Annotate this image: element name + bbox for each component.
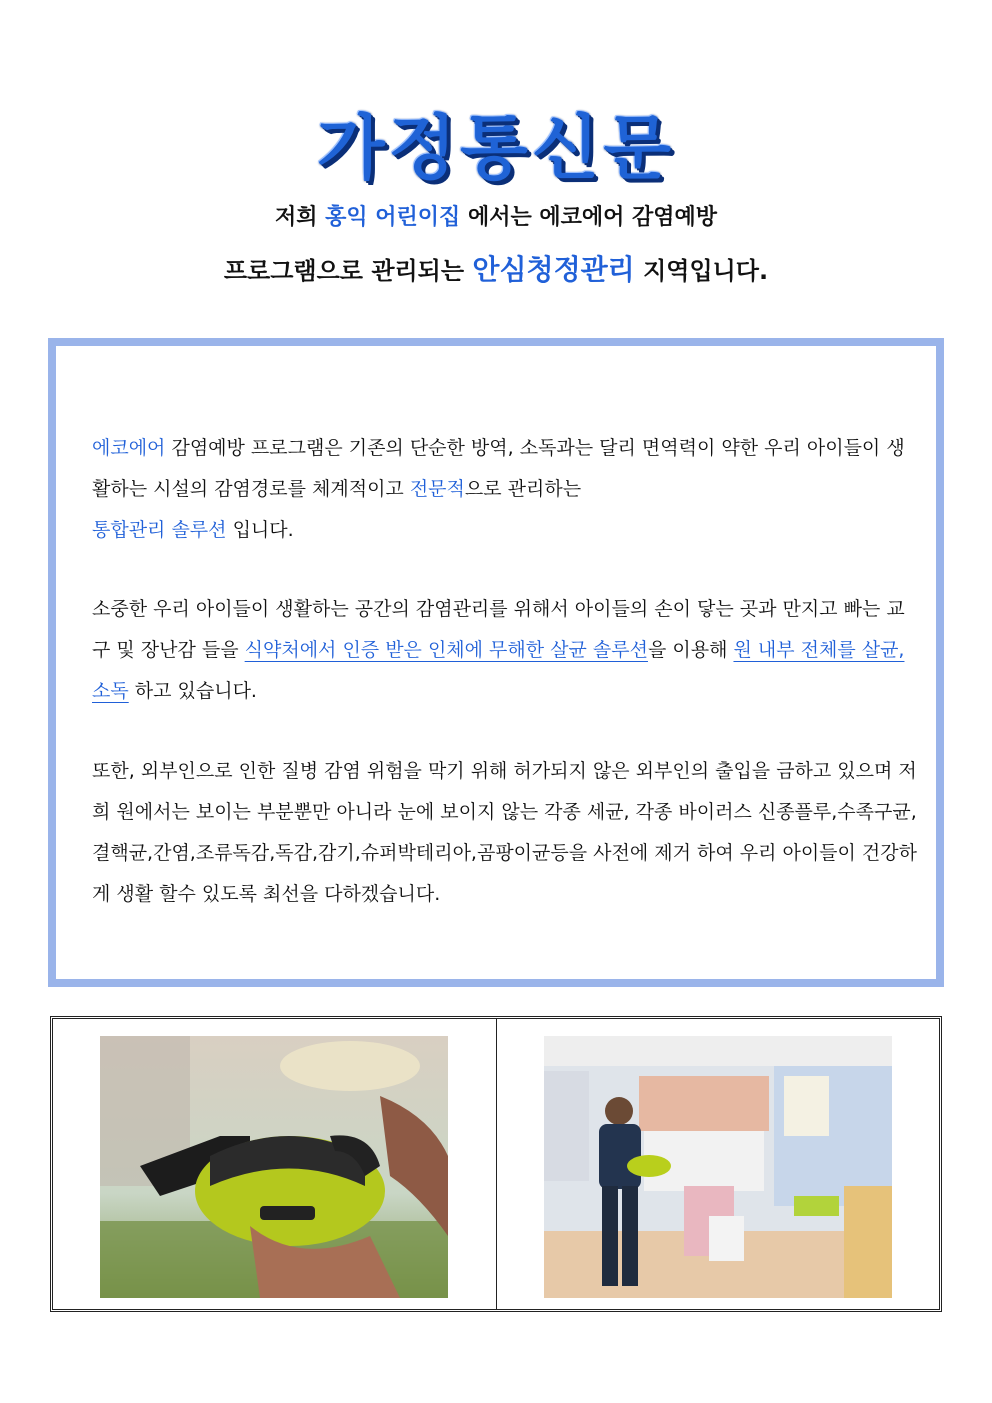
safe-zone-label: 안심청정관리 — [472, 253, 635, 286]
paragraph-1-text-2: 으로 관리하는 — [464, 478, 582, 500]
paragraph-1-text: 감염예방 프로그램은 기존의 단순한 방역, 소독과는 달리 면역력이 약한 우리 아이들이 생활하는 시설의 감염경로를 체계적이고 — [92, 437, 905, 500]
classroom-disinfection-photo — [544, 1036, 892, 1298]
paragraph-2-text: 소중한 우리 아이들이 생활하는 공간의 감염관리를 위해서 아이들의 손이 닿는 곳과 만지고 빠는 교구 및 장난감 들을 — [92, 598, 905, 661]
photo-table — [50, 1016, 942, 1312]
photo-cell-left — [53, 1019, 496, 1309]
ecoair-brand: 에코에어 — [92, 437, 166, 459]
professional-highlight: 전문적 — [409, 478, 465, 500]
intro-line-1 — [0, 200, 992, 231]
photo-cell-right — [496, 1019, 940, 1309]
paragraph-1-end: 입니다. — [226, 519, 294, 541]
paragraph-2-end: 하고 있습니다. — [128, 680, 257, 702]
sprayer-photo — [100, 1036, 448, 1298]
intro-line-1-post: 에서는 에코에어 감염예방 — [460, 205, 718, 230]
intro-line-2-pre: 프로그램으로 관리되는 — [223, 257, 473, 285]
intro-line-1-pre: 저희 — [274, 205, 326, 230]
intro-line-2-post: 지역입니다. — [634, 257, 769, 285]
paragraph-2 — [92, 589, 922, 712]
notice-box — [48, 338, 944, 987]
certified-solution-highlight: 식약처에서 인증 받은 인체에 무해한 살균 솔루션 — [244, 639, 648, 661]
page-title: 가정통신문 — [316, 107, 676, 189]
daycare-name: 홍익 어린이집 — [325, 205, 461, 230]
intro-line-2 — [0, 248, 992, 288]
solution-highlight: 통합관리 솔루션 — [92, 519, 227, 541]
paragraph-1 — [92, 428, 922, 551]
paragraph-3: 또한, 외부인으로 인한 질병 감염 위험을 막기 위해 허가되지 않은 외부인의 출입을 금하고 있으며 저희 원에서는 보이는 부분뿐만 아니라 눈에 보이지 않는 각종 세균, 각종 바이러스 신종플루,수족구균,결핵균,간염,조류독감,독감,감기,슈퍼박테리아,곰팡이균등을 사전에 제거 하여 우리 아이들이 건강하게 생활 할수 있도록 최선을 다하겠습니다. — [92, 760, 917, 905]
paragraph-2-text-2: 을 이용해 — [647, 639, 734, 661]
disinfection-highlight: 원 내부 전체를 살균,소독 — [92, 639, 905, 702]
